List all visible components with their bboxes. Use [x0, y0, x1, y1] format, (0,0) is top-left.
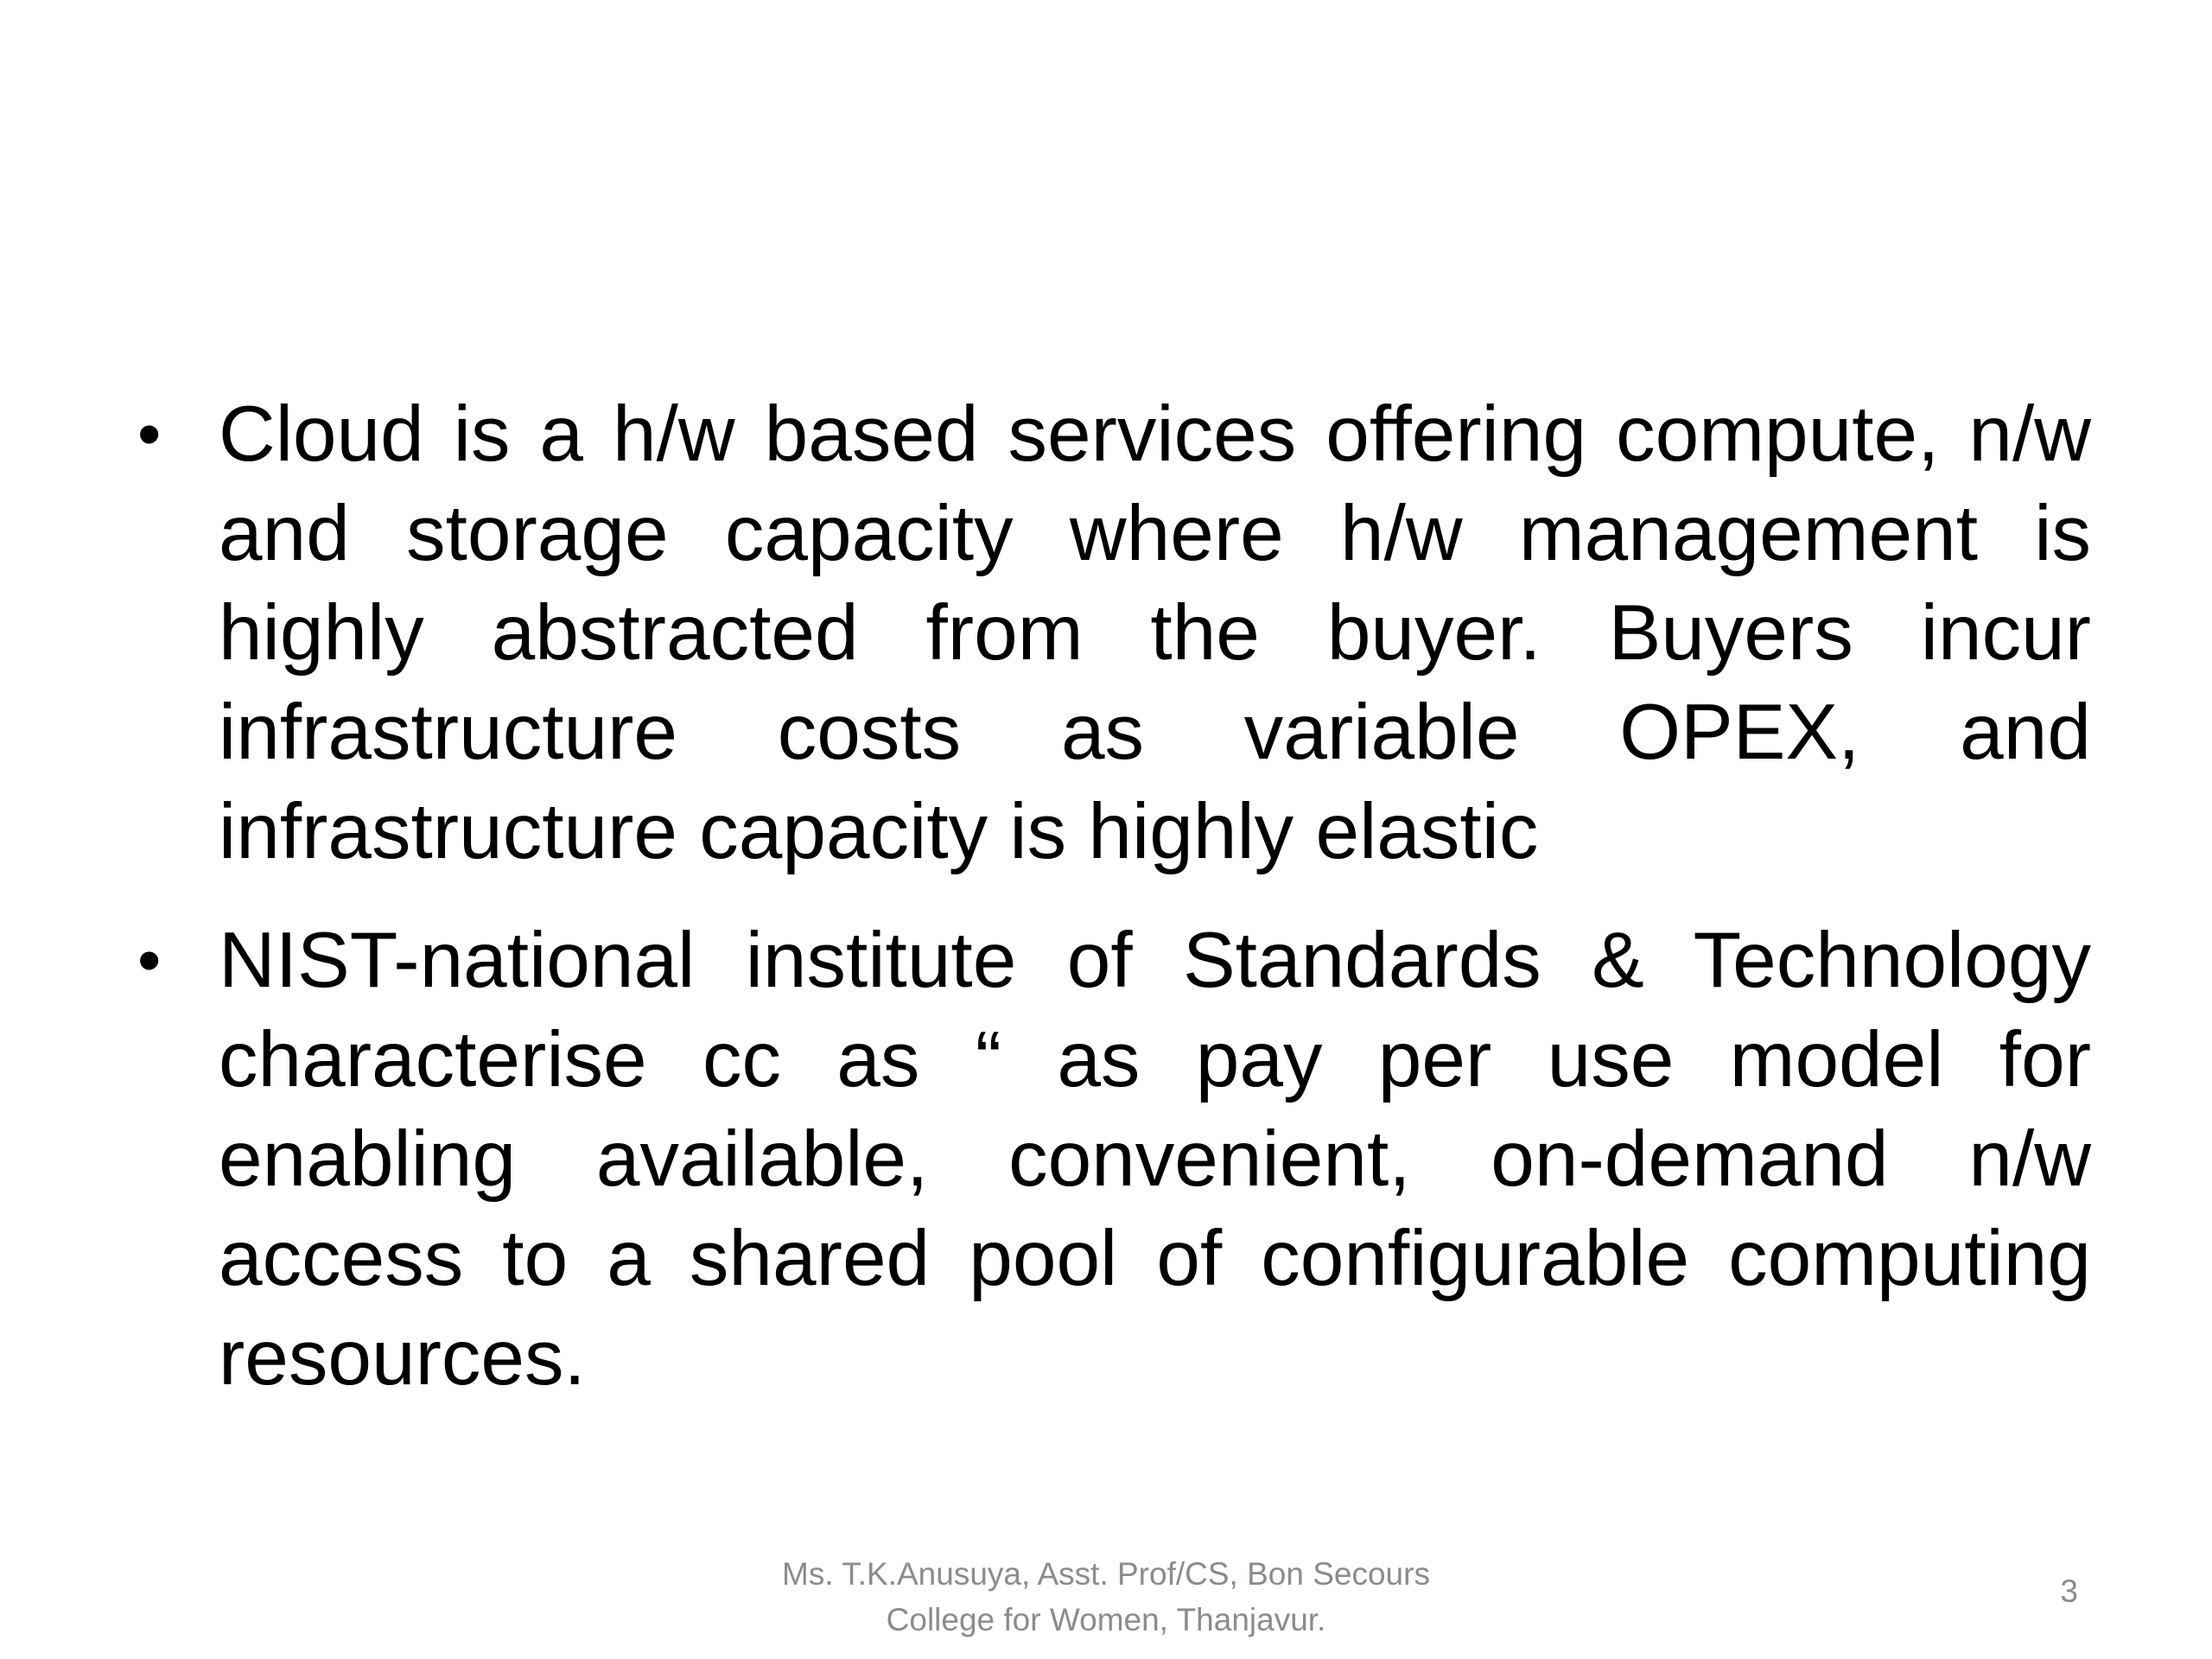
slide-number: 3 [2060, 1573, 2078, 1609]
bullet-item-cloud-definition [130, 385, 2091, 881]
slide-footer [760, 1551, 1452, 1643]
footer-line-2: College for Women, Thanjavur. [886, 1602, 1326, 1637]
bullet-list [130, 385, 2091, 1437]
bullet-marker: • [137, 396, 162, 472]
bullet-item-nist-definition [130, 911, 2091, 1408]
bullet-text: Cloud is a h/w based services offering compute, n/w and storage capacity where h/w management is highly abstracted from the buyer. Buyers incur infrastructure costs as variable OPEX, and infrastructure capacity is highly elastic [219, 391, 2091, 875]
bullet-marker: • [137, 922, 162, 998]
bullet-text: NIST-national institute of Standards & Technology characterise cc as “ as pay per use model for enabling available, convenient, on-demand n/w access to a shared pool of configurable computing resources. [219, 917, 2091, 1402]
footer-line-1: Ms. T.K.Anusuya, Asst. Prof/CS, Bon Secours [782, 1556, 1430, 1592]
